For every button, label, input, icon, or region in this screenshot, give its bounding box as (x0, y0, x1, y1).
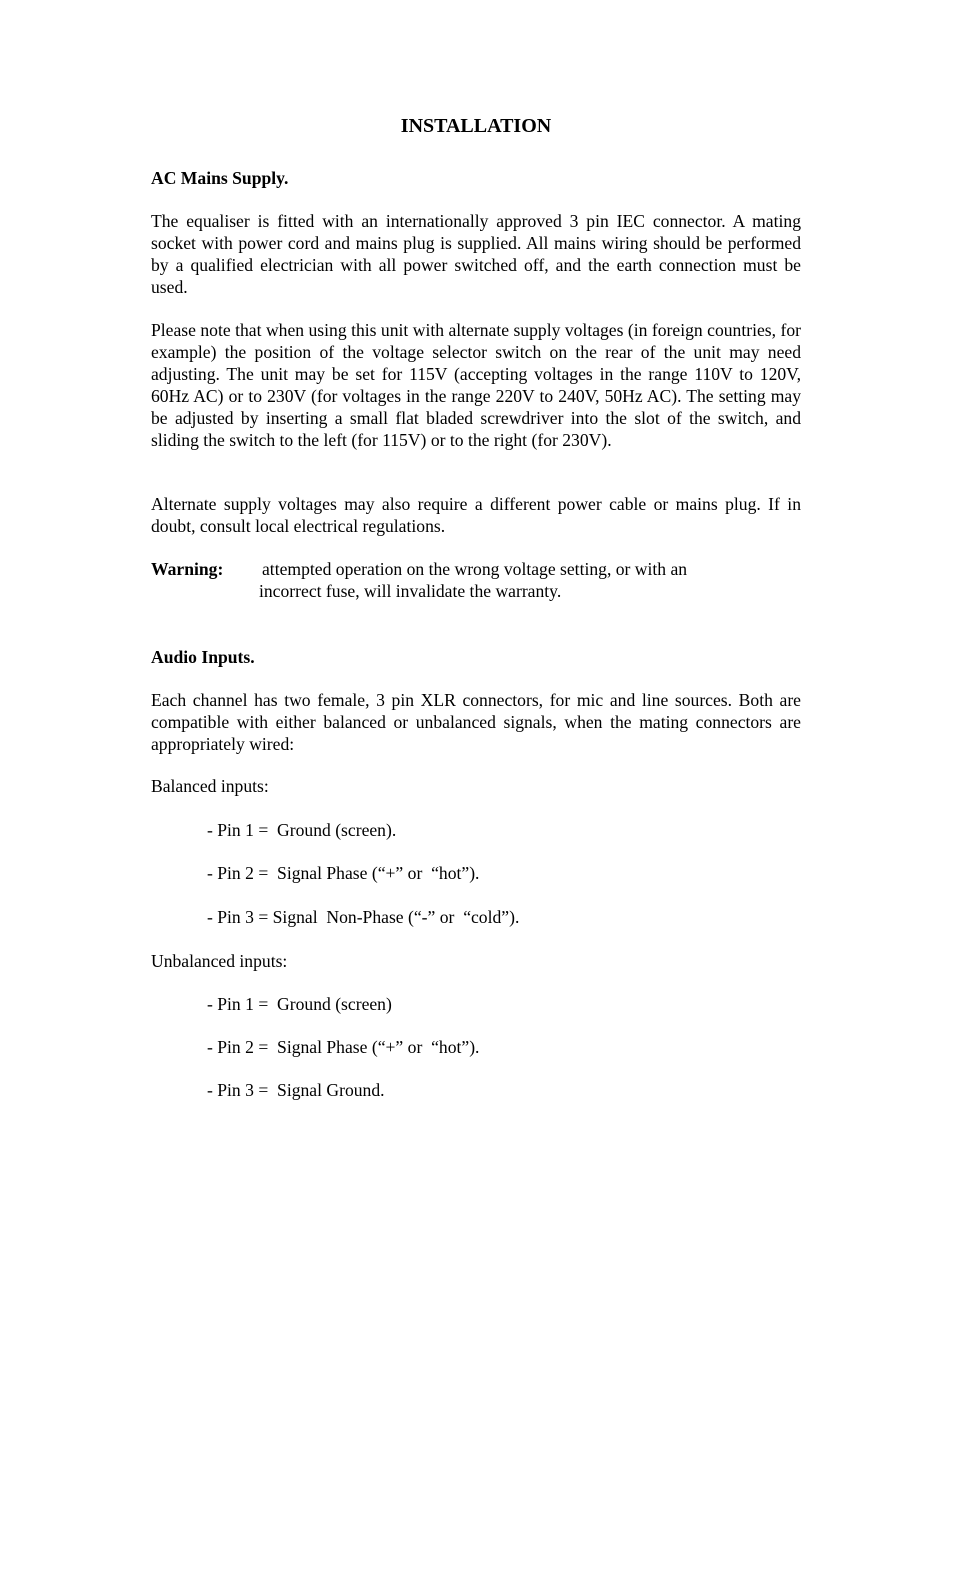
unbalanced-pin-3: - Pin 3 = Signal Ground. (207, 1080, 385, 1100)
warning-text (259, 558, 739, 602)
ac-mains-paragraph-1: The equaliser is fitted with an internationally approved 3 pin IEC connector. A mating socket with power cord and mains plug is supplied. All mains wiring should be performed by a qualified electrician with all power switched off, and the earth connection must be used. (151, 211, 801, 297)
warning-text-line-2: incorrect fuse, will invalidate the warranty. (259, 581, 562, 601)
ac-mains-heading: AC Mains Supply. (151, 168, 289, 188)
warning-label: Warning: (151, 559, 224, 579)
ac-mains-paragraph-3: Alternate supply voltages may also require a different power cable or mains plug. If in doubt, consult local electrical regulations. (151, 494, 801, 536)
balanced-pin-2: - Pin 2 = Signal Phase (“+” or “hot”). (207, 863, 480, 883)
ac-mains-paragraph-2: Please note that when using this unit with alternate supply voltages (in foreign countries, for example) the position of the voltage selector switch on the rear of the unit may need adjusting. The unit may be set for 115V (accepting voltages in the range 110V to 120V, 60Hz AC) or to 230V (for voltages in the range 220V to 240V, 50Hz AC). The setting may be adjusted by inserting a small flat bladed screwdriver into the slot of the switch, and sliding the switch to the left (for 115V) or to the right (for 230V). (151, 320, 801, 450)
audio-inputs-paragraph: Each channel has two female, 3 pin XLR connectors, for mic and line sources. Both are compatible with either balanced or unbalanced signals, when the mating connectors are appropriately wired: (151, 690, 801, 754)
page-title: INSTALLATION (400, 115, 552, 137)
balanced-pin-3: - Pin 3 = Signal Non-Phase (“-” or “cold”). (207, 907, 520, 927)
warning-text-line-1: attempted operation on the wrong voltage setting, or with an (262, 559, 688, 579)
unbalanced-inputs-label: Unbalanced inputs: (151, 951, 288, 971)
balanced-inputs-label: Balanced inputs: (151, 776, 269, 796)
unbalanced-pin-2: - Pin 2 = Signal Phase (“+” or “hot”). (207, 1037, 480, 1057)
balanced-pin-1: - Pin 1 = Ground (screen). (207, 820, 397, 840)
audio-inputs-heading: Audio Inputs. (151, 647, 255, 667)
unbalanced-pin-1: - Pin 1 = Ground (screen) (207, 994, 392, 1014)
